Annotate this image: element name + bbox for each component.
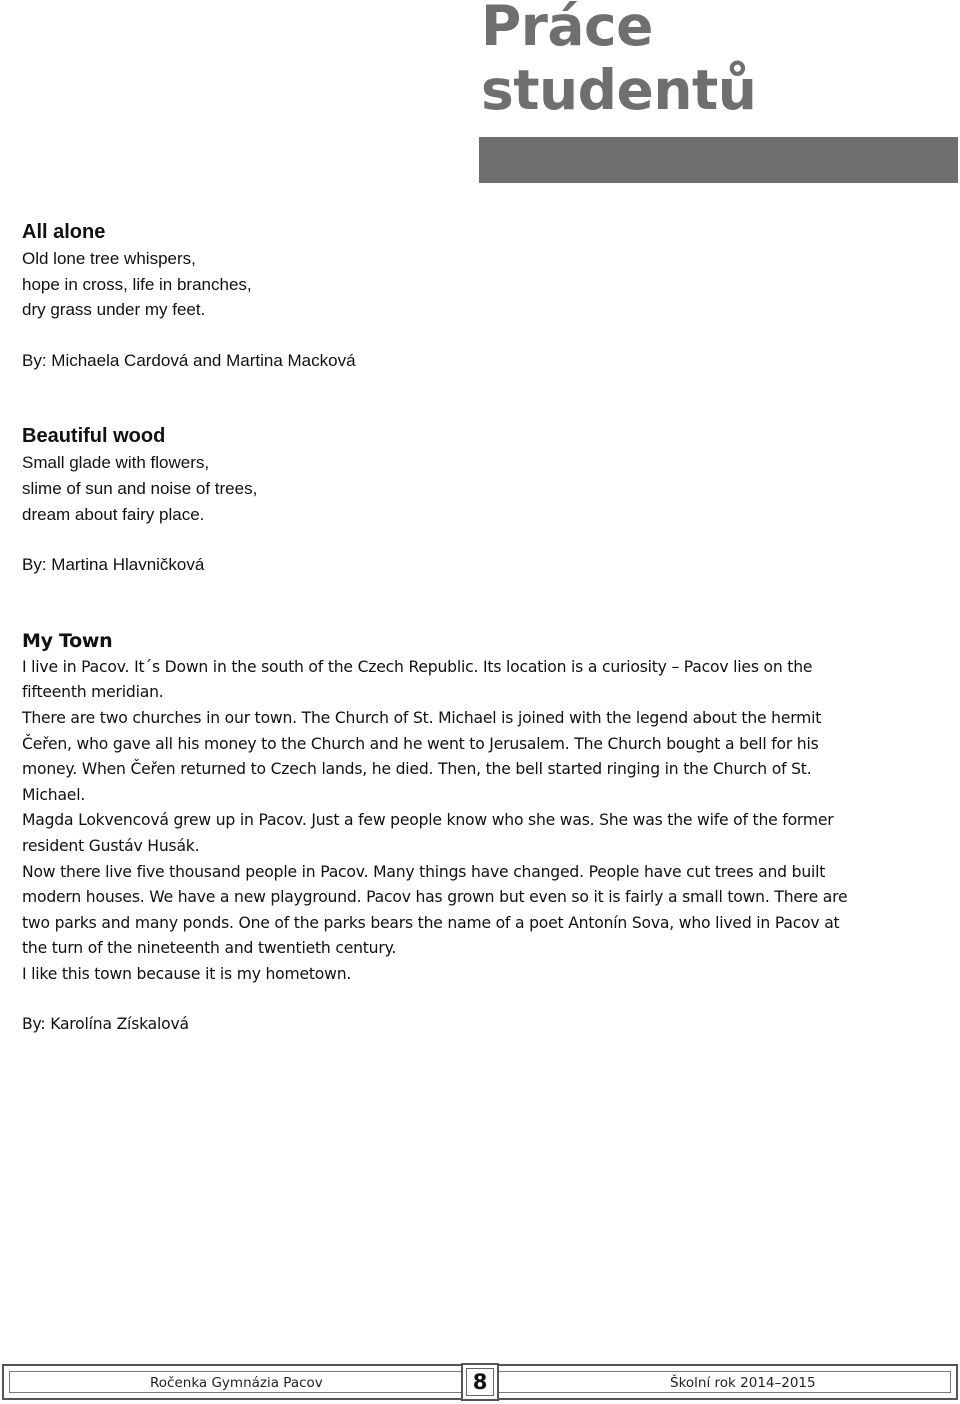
essay-line: I live in Pacov. It´s Down in the south of the Czech Republic. Its location is a curiosity – Pacov lies on the bbox=[22, 657, 813, 676]
poem-title: Beautiful wood bbox=[22, 425, 166, 448]
essay-line: two parks and many ponds. One of the parks bears the name of a poet Antonín Sova, who lived in Pacov at bbox=[22, 913, 840, 932]
page-title-line-2: studentů bbox=[481, 58, 757, 122]
poem-line: dream about fairy place. bbox=[22, 504, 205, 524]
poem-byline: By: Michaela Cardová and Martina Macková bbox=[22, 350, 356, 370]
essay-line: modern houses. We have a new playground. Pacov has grown but even so it is fairly a small town. There are bbox=[22, 888, 848, 907]
page-title-line-1: Práce bbox=[481, 0, 653, 58]
spacer bbox=[22, 578, 922, 627]
page-title bbox=[481, 0, 756, 122]
poem-line: dry grass under my feet. bbox=[22, 300, 206, 320]
poem-beautiful-wood bbox=[22, 422, 922, 577]
essay-line: Now there live five thousand people in Pacov. Many things have changed. People have cut trees and built bbox=[22, 862, 826, 881]
essay-my-town bbox=[22, 627, 922, 1038]
poem-line: hope in cross, life in branches, bbox=[22, 274, 252, 294]
page-number-box bbox=[461, 1363, 499, 1401]
header-bar bbox=[479, 137, 958, 183]
poem-line: slime of sun and noise of trees, bbox=[22, 478, 258, 498]
footer-yearbook-name: Ročenka Gymnázia Pacov bbox=[150, 1375, 323, 1391]
poem-title: All alone bbox=[22, 221, 106, 243]
poem-line: Old lone tree whispers, bbox=[22, 249, 196, 268]
spacer bbox=[22, 373, 922, 422]
main-content bbox=[22, 218, 922, 1038]
essay-title: My Town bbox=[22, 629, 113, 652]
page-number: 8 bbox=[466, 1368, 494, 1396]
footer-school-year: Školní rok 2014–2015 bbox=[670, 1375, 816, 1391]
essay-byline: By: Karolína Získalová bbox=[22, 1015, 189, 1034]
essay-line: the turn of the nineteenth and twentieth century. bbox=[22, 939, 397, 958]
essay-line: fifteenth meridian. bbox=[22, 683, 164, 702]
essay-line: Michael. bbox=[22, 785, 86, 804]
essay-line: resident Gustáv Husák. bbox=[22, 836, 200, 855]
essay-line: There are two churches in our town. The Church of St. Michael is joined with the legend about the hermit bbox=[22, 708, 822, 727]
essay-line: I like this town because it is my hometown. bbox=[22, 964, 352, 983]
poem-all-alone bbox=[22, 218, 922, 373]
essay-line: Čeřen, who gave all his money to the Church and he went to Jerusalem. The Church bought a bell for his bbox=[22, 734, 819, 753]
essay-line: Magda Lokvencová grew up in Pacov. Just a few people know who she was. She was the wife of the former bbox=[22, 811, 834, 830]
poem-byline: By: Martina Hlavničková bbox=[22, 555, 205, 575]
essay-line: money. When Čeřen returned to Czech lands, he died. Then, the bell started ringing in the Church of St. bbox=[22, 760, 812, 779]
poem-line: Small glade with flowers, bbox=[22, 453, 210, 473]
